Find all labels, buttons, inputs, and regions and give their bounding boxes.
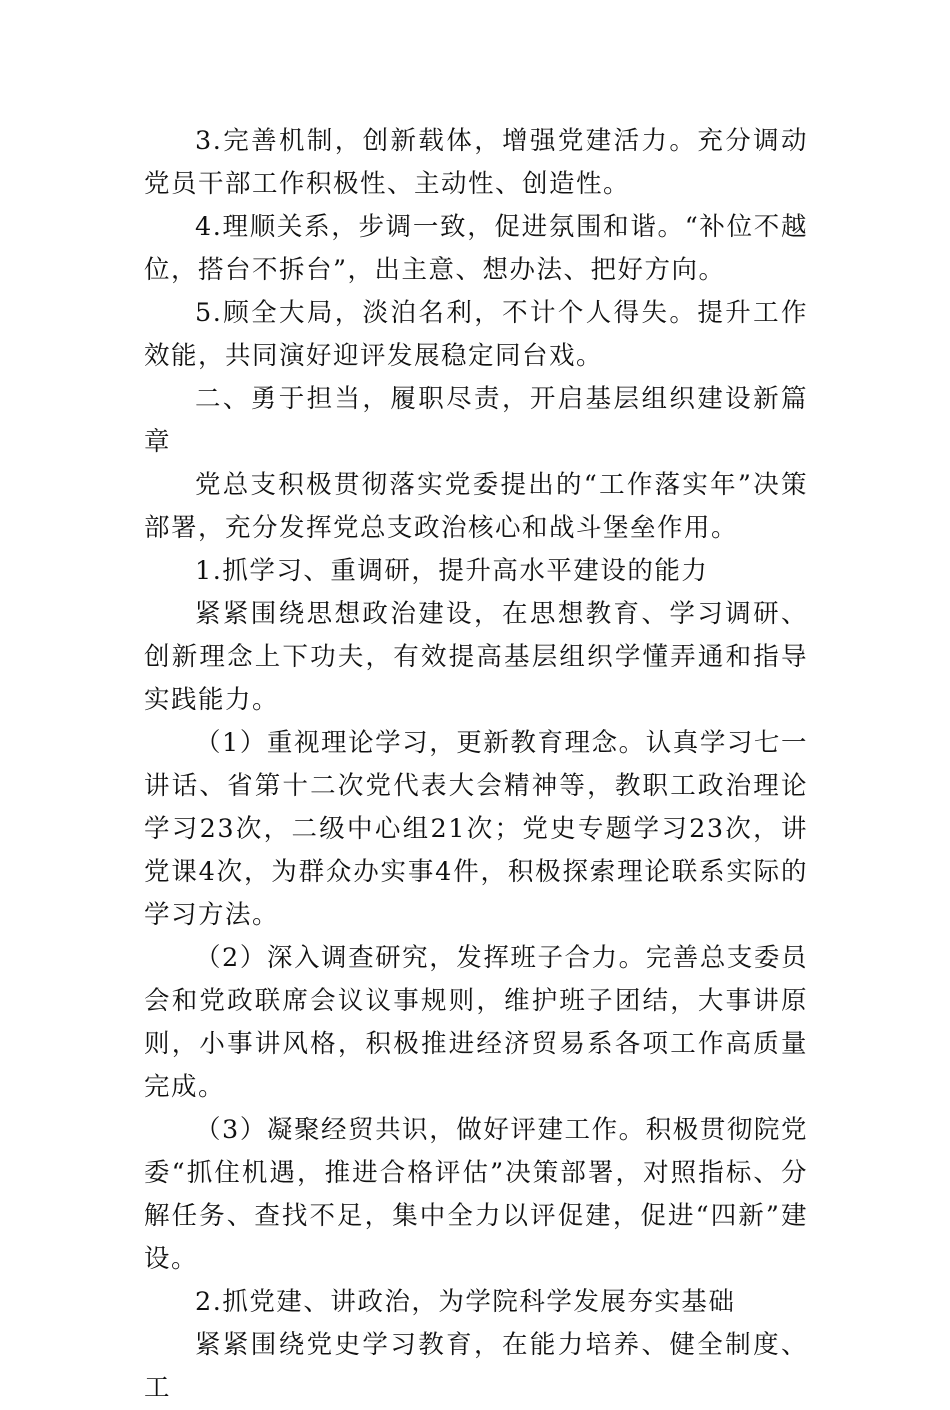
document-body: [144, 120, 808, 1410]
paragraph-improve-mechanism: 3.完善机制，创新载体，增强党建活力。充分调动党员干部工作积极性、主动性、创造性。: [144, 126, 808, 199]
paragraph-party-branch: 党总支积极贯彻落实党委提出的“工作落实年”决策部署，充分发挥党总支政治核心和战斗堡垒作用。: [144, 470, 808, 543]
paragraph-ideological-building: 紧紧围绕思想政治建设，在思想教育、学习调研、创新理念上下功夫，有效提高基层组织学懂弄通和指导实践能力。: [144, 599, 808, 715]
subheading-study-research: 1.抓学习、重调研，提升高水平建设的能力: [195, 556, 709, 586]
paragraph-overall-situation: 5.顾全大局，淡泊名利，不计个人得失。提升工作效能，共同演好迎评发展稳定同台戏。: [144, 298, 808, 371]
paragraph-theory-study: （1）重视理论学习，更新教育理念。认真学习七一讲话、省第十二次党代表大会精神等，教职工政治理论学习23次，二级中心组21次；党史专题学习23次，讲党课4次，为群众办实事4件，积极探索理论联系实际的学习方法。: [144, 728, 808, 930]
paragraph-smooth-relations: 4.理顺关系，步调一致，促进氛围和谐。“补位不越位，搭台不拆台”，出主意、想办法、把好方向。: [144, 212, 808, 285]
paragraph-investigation: （2）深入调查研究，发挥班子合力。完善总支委员会和党政联席会议议事规则，维护班子团结，大事讲原则，小事讲风格，积极推进经济贸易系各项工作高质量完成。: [144, 943, 808, 1102]
paragraph-history-education: 紧紧围绕党史学习教育，在能力培养、健全制度、工: [144, 1330, 808, 1403]
subheading-party-building: 2.抓党建、讲政治，为学院科学发展夯实基础: [195, 1287, 736, 1317]
paragraph-consensus: （3）凝聚经贸共识，做好评建工作。积极贯彻院党委“抓住机遇，推进合格评估”决策部署，对照指标、分解任务、查找不足，集中全力以评促建，促进“四新”建设。: [144, 1115, 808, 1274]
section-heading-two: 二、勇于担当，履职尽责，开启基层组织建设新篇章: [144, 384, 808, 457]
